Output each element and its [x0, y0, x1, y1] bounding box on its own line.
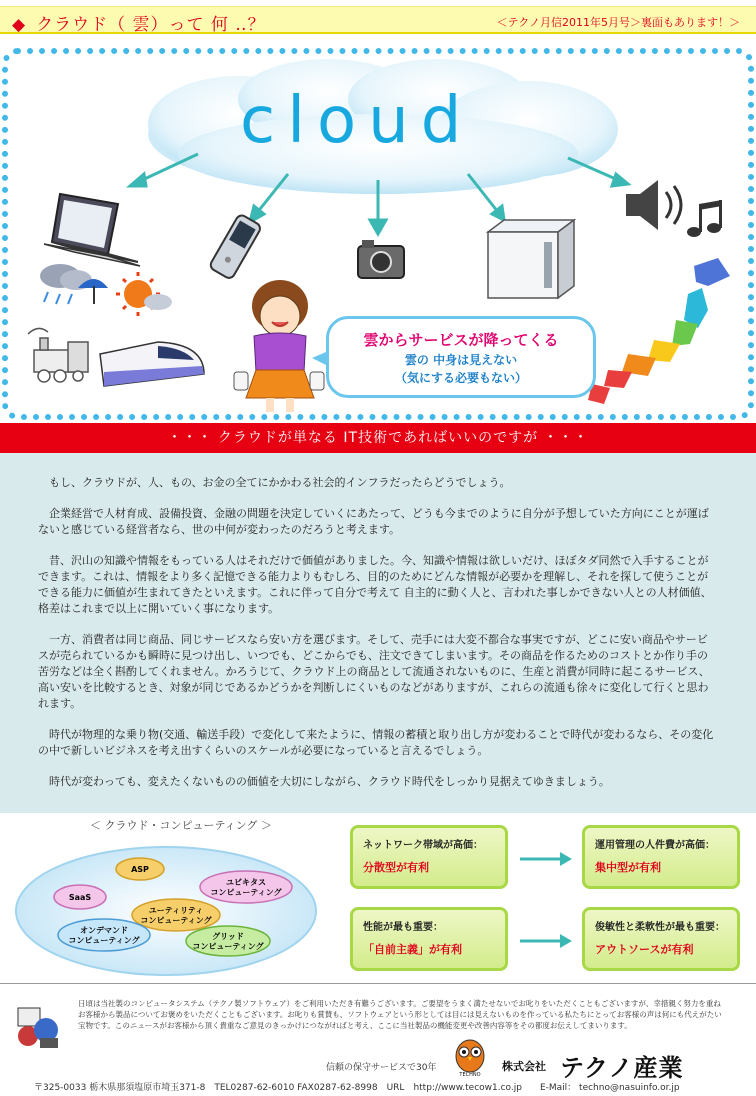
box-title: 俊敏性と柔軟性が最も重要：	[595, 922, 725, 933]
article-body	[0, 453, 756, 813]
box-value: アウトソースが有利	[595, 943, 694, 956]
comparison-box-operations	[582, 825, 740, 889]
article-paragraph-5: 時代が物理的な乗り物(交通、輸送手段）で変化して来たように、情報の蓄積と取り出し方が変わることで時代が変わるなら、その変化の中で新しいビジネスを考え出すくらいのスケールが必要になっていると言えるでしょう。	[38, 728, 714, 757]
comparison-box-performance	[350, 907, 508, 971]
box-value: 集中型が有利	[595, 861, 661, 874]
owl-logo-icon	[452, 1038, 488, 1078]
oval-label-2: コンピューティング	[68, 936, 140, 945]
weather-icon	[40, 264, 108, 304]
right-arrow-icon	[518, 931, 572, 951]
svg-text:TECHNO: TECHNO	[459, 1072, 481, 1078]
article-paragraph-4: 一方、消費者は同じ商品、同じサービスなら安い方を選びます。そして、売手には大変不都合な事実ですが、どこに安い商品やサービスが売られているかも瞬時に見つけ出し、いつでも、どこからでも、注文できてしまいます。その商品を作るためのコストとか作り手の苦労などは全く斟酌してくれません。かろうじて、クラウド上の商品として流通されないものに、生産と消費が同時に起こるサービス、高い安いを比較するとき、対象が同じであるかどうかを判断しにくいものなどがありますが、これらの流通も徐々に変化して行くと思われます。	[38, 633, 710, 710]
article-paragraph-2: 企業経営で人材育成、設備投資、金融の問題を決定していくにあたって、どうも今までのように自分が予想していた方向にことが運ばないと感じている経営者なら、世の中何が変わったのだろうと考えます。	[38, 507, 709, 536]
company-name: テクノ産業	[560, 1054, 684, 1082]
server-icon	[488, 220, 574, 298]
issue-label: ＜テクノ月信2011年5月号＞裏面もあります！＞	[496, 16, 740, 29]
camera-icon	[358, 240, 404, 278]
steam-locomotive-icon	[28, 328, 88, 382]
cloud-computing-diagram	[0, 813, 756, 981]
oval-ubiquitous	[200, 871, 292, 903]
bubble-sub-text-2: （気にする必要もない）	[394, 371, 527, 385]
box-title: 運用管理の人件費が高価：	[595, 840, 715, 851]
bubble-sub-text-1: 雲の 中身は見えない	[404, 353, 518, 367]
mascot-icon	[10, 1000, 64, 1054]
oval-label: ユーティリティ	[148, 906, 204, 915]
comparison-box-network	[350, 825, 508, 889]
article-paragraph-3: 昔、沢山の知識や情報をもっている人はそれだけで価値がありました。今、知識や情報は欲しいだけ、ほぼタダ同然で入手することができます。これは、情報をより多く記憶できる能力よりもむしろ、目的のためにどんな情報が必要かを理解し、それを探して使うことができる能力に価値が生まれてきたといえます。これに伴って自分で考えて 自主的に動く人と、言われた事しかできない人との人材価値、格差はこれまで以上に開いていく事になります。	[38, 554, 712, 615]
concept-oval-diagram	[6, 833, 336, 977]
diamond-icon: ◆	[12, 15, 27, 35]
footer-note: 日頃は当社製のコンピュータシステム（テクノ製ソフトウェア）をご利用いただき有難うございます。ご要望をうまく満たせないでお叱りをいただくこともございますが、幸措親く努力を重ねお客様から製品についてお褒めをいただくこともございます。お叱りも賞賛も、ソフトウェアという形としては目には見えないものを作っている私たちにとってお客様の声は何にも代えがたい宝物です。このニュースがお客様から頂く貴重なご意見のきっかけにつながればと考え、ここに当社製品の機能変更や改善内容等をその都度お伝えしてまいります。	[78, 999, 722, 1030]
cloud-illustration-panel	[2, 48, 754, 420]
page-header	[0, 0, 756, 40]
music-note-icon	[687, 200, 722, 237]
oval-label: オンデマンド	[80, 926, 128, 935]
laptop-icon	[44, 194, 140, 266]
box-value: 分散型が有利	[363, 861, 429, 874]
oval-utility	[132, 899, 220, 931]
oval-label-2: コンピューティング	[192, 942, 264, 951]
article-paragraph-6: 時代が変わっても、変えたくないものの価値を大切にしながら、クラウド時代をしっかり見据えてゆきましょう。	[49, 775, 610, 788]
bubble-main-text: 雲からサービスが降ってくる	[363, 331, 559, 349]
oval-label: SaaS	[68, 893, 92, 902]
oval-label: ユビキタス	[226, 878, 266, 887]
section-heading-band: ・・・ クラウドが単なる IT技術であればいいのですが ・・・	[0, 423, 756, 453]
oval-label-2: コンピューティング	[210, 888, 282, 897]
bullet-train-icon	[100, 342, 204, 386]
oval-on-demand	[58, 919, 150, 951]
article-paragraph-1: もし、クラウドが、人、もの、お金の全てにかかわる社会的インフラだったらどうでしょう。	[49, 476, 511, 489]
page-title	[12, 10, 266, 35]
sun-icon	[116, 272, 172, 316]
oval-label: グリッド	[212, 932, 244, 941]
oval-label: ASP	[131, 865, 149, 874]
oval-asp	[116, 858, 164, 880]
right-arrow-icon	[518, 849, 572, 869]
diagram-caption: ＜ クラウド・コンピューティング ＞	[90, 819, 272, 832]
box-title: ネットワーク帯域が高価：	[363, 840, 483, 851]
mobile-phone-icon	[209, 213, 263, 280]
speech-bubble	[326, 316, 596, 398]
company-prefix: 株式会社	[502, 1060, 546, 1073]
cloud-word: cloud	[240, 84, 474, 158]
oval-label-2: コンピューティング	[140, 916, 212, 925]
page-title-text: クラウド（ 雲）って 何 ‥？	[36, 15, 266, 35]
japan-map-icon	[588, 258, 730, 404]
footer-tagline: 信頼の保守サービスで30年	[326, 1063, 437, 1073]
box-title: 性能が最も重要：	[363, 922, 443, 933]
comparison-box-agility	[582, 907, 740, 971]
oval-saas	[54, 885, 106, 909]
company-address: 〒325-0033 栃木県那須塩原市埼玉371-8 TEL0287-62-6010 FAX0287-62-8998 URL http://www.tecow1.co.jp E-Mail： techno@nasuinfo.or.jp	[34, 1083, 680, 1093]
speaker-icon	[626, 180, 681, 230]
page-footer	[0, 983, 756, 1096]
box-value: 「自前主義」が有利	[363, 943, 462, 956]
oval-grid	[186, 926, 270, 956]
woman-character-icon	[234, 280, 324, 412]
